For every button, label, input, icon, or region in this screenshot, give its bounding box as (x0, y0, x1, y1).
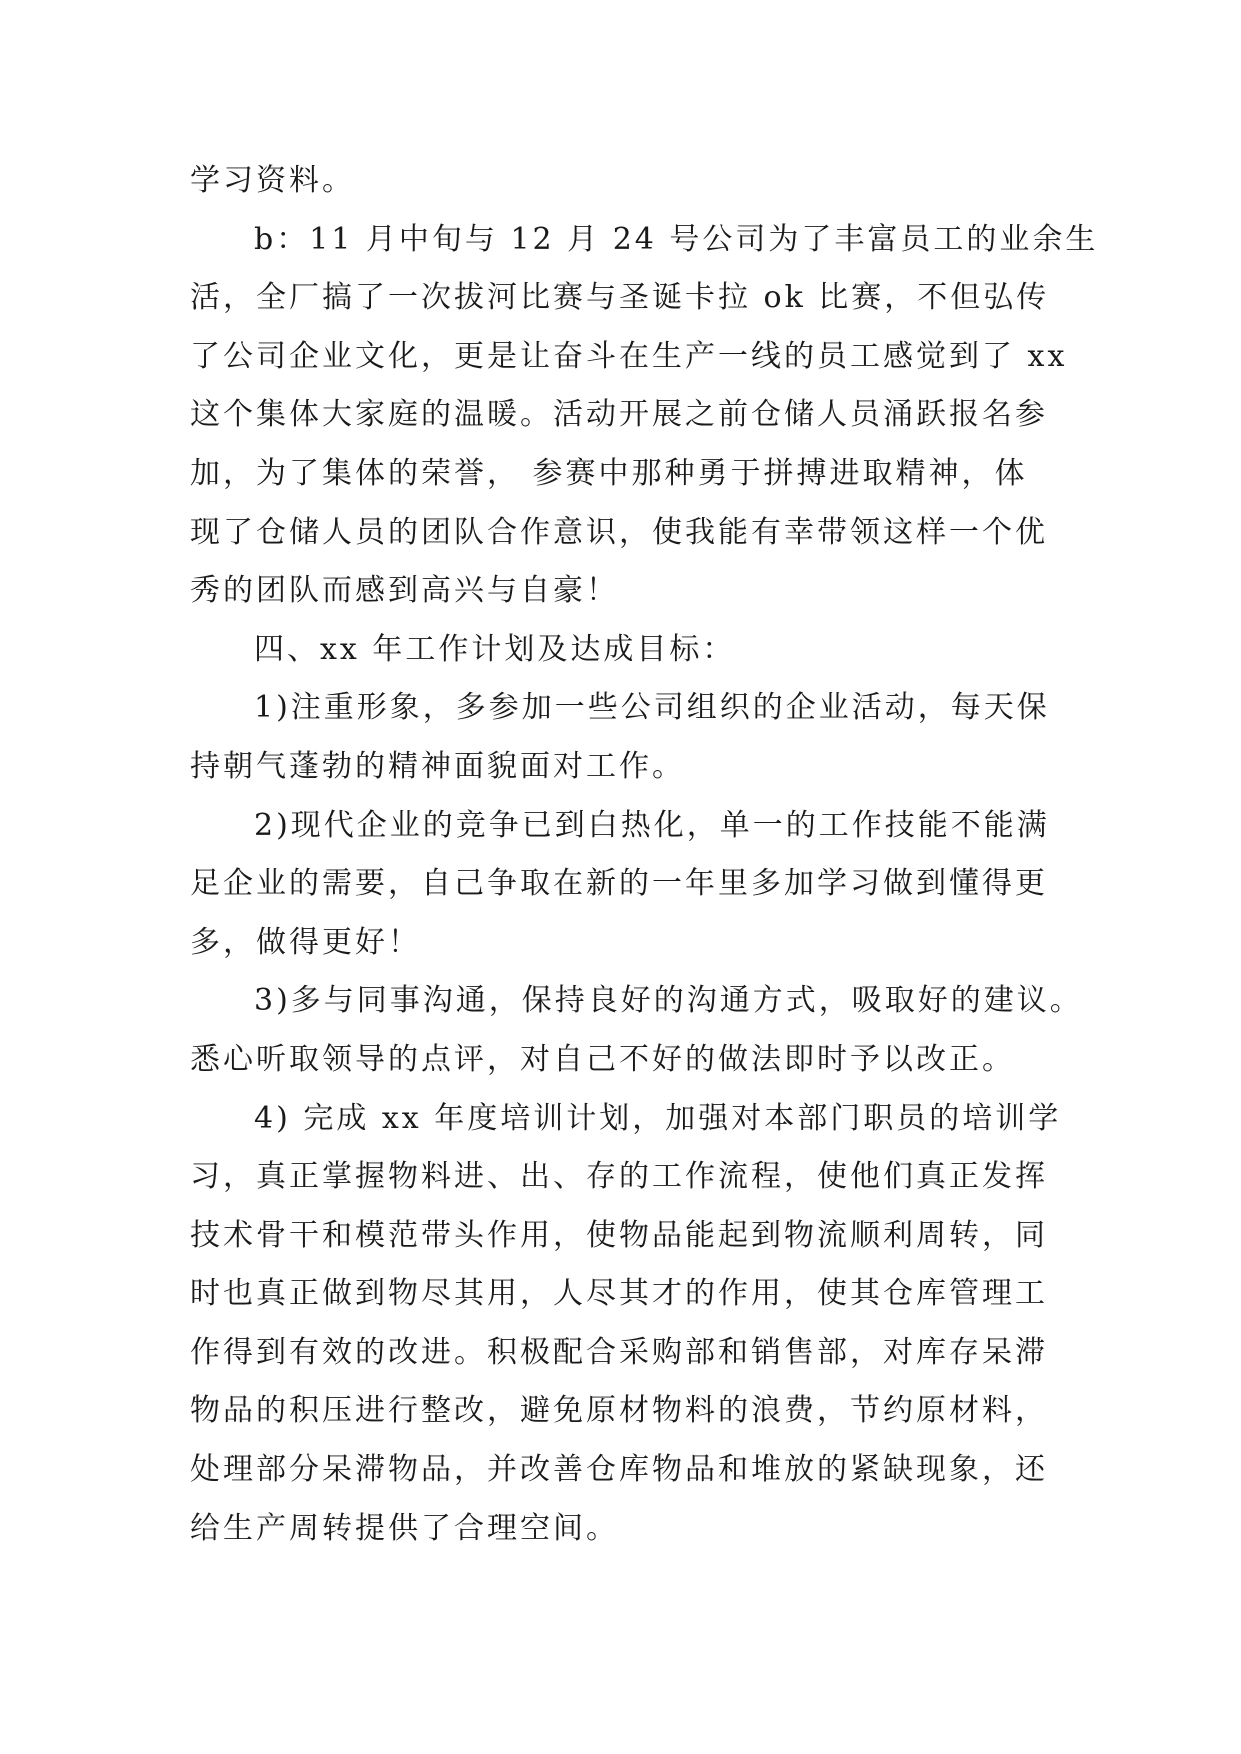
text-line: 处理部分呆滞物品，并改善仓库物品和堆放的紧缺现象，还 (190, 1452, 1048, 1488)
text-line: 持朝气蓬勃的精神面貌面对工作。 (190, 748, 685, 784)
text-line: 学习资料。 (190, 163, 355, 198)
text-line: 悉心听取领导的点评，对自己不好的做法即时予以改正。 (190, 1041, 1015, 1077)
list-item-3-start: 3)多与同事沟通，保持良好的沟通方式，吸取好的建议。 (254, 983, 1083, 1019)
text-line: 加，为了集体的荣誉， 参赛中那种勇于拼搏进取精神，体 (190, 455, 1028, 491)
list-item-2-start: 2)现代企业的竞争已到白热化，单一的工作技能不能满 (254, 807, 1050, 843)
text-line: 给生产周转提供了合理空间。 (190, 1510, 619, 1546)
text-line: 现了仓储人员的团队合作意识，使我能有幸带领这样一个优 (190, 514, 1048, 550)
text-line: 活，全厂搞了一次拔河比赛与圣诞卡拉 ok 比赛，不但弘传 (190, 280, 1050, 316)
body-text (190, 152, 1099, 1558)
section-heading: 四、xx 年工作计划及达成目标： (254, 631, 736, 667)
text-line: 时也真正做到物尽其用，人尽其才的作用，使其仓库管理工 (190, 1276, 1048, 1312)
text-line: 足企业的需要，自己争取在新的一年里多加学习做到懂得更 (190, 866, 1048, 902)
list-item-1-start: 1)注重形象，多参加一些公司组织的企业活动，每天保 (254, 690, 1050, 726)
text-line: 了公司企业文化，更是让奋斗在生产一线的员工感觉到了 xx (190, 338, 1068, 374)
text-line: 习，真正掌握物料进、出、存的工作流程，使他们真正发挥 (190, 1159, 1048, 1195)
text-line: 多，做得更好！ (190, 924, 421, 960)
paragraph-start-line: b：11 月中旬与 12 月 24 号公司为了丰富员工的业余生 (254, 221, 1099, 257)
text-line: 技术骨干和模范带头作用，使物品能起到物流顺利周转，同 (190, 1217, 1048, 1253)
text-line: 秀的团队而感到高兴与自豪！ (190, 573, 619, 609)
text-line: 这个集体大家庭的温暖。活动开展之前仓储人员涌跃报名参 (190, 397, 1048, 433)
list-item-4-start: 4) 完成 xx 年度培训计划，加强对本部门职员的培训学 (254, 1100, 1062, 1136)
text-line: 作得到有效的改进。积极配合采购部和销售部，对库存呆滞 (190, 1334, 1048, 1370)
text-line: 物品的积压进行整改，避免原材物料的浪费，节约原材料， (190, 1393, 1048, 1429)
